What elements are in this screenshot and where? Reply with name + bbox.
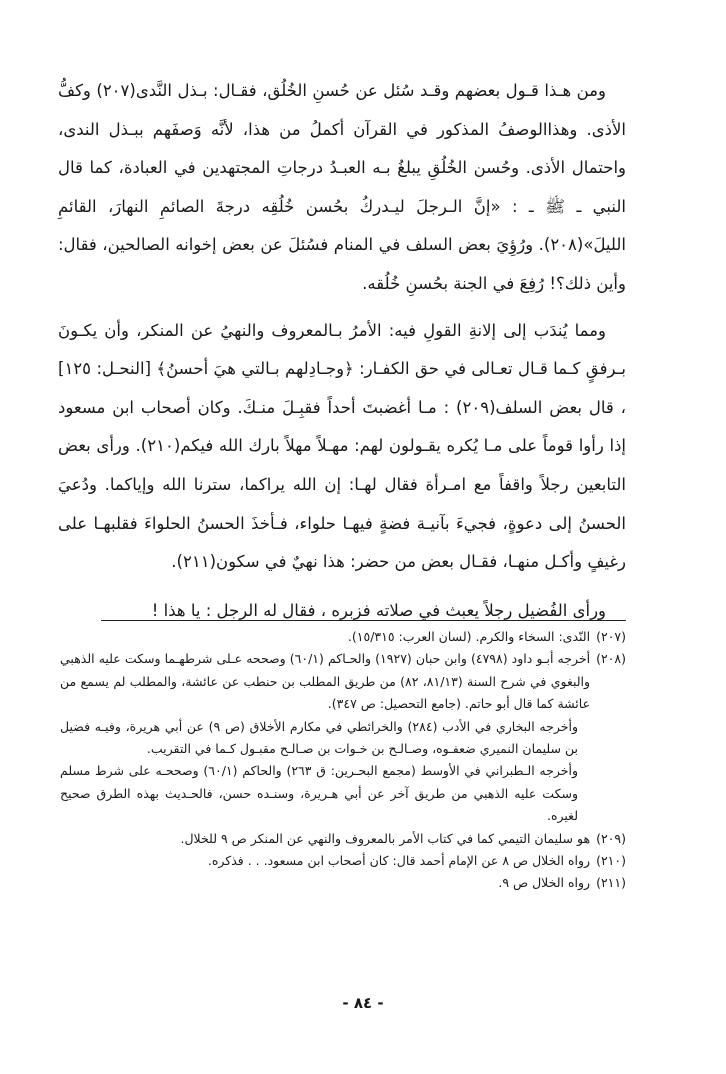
paragraph-good-character: ومن هـذا قـول بعضهم وقـد سُئل عن حُسنِ الخُلُق، فقـال: بـذل النَّدى(٢٠٧) وكفُّ الأذى. وهذاالوصفُ المذكور في القرآن أكملُ من هذا، لأنَّه وَصفَهم ببـذل الندى، واحتمال الأذى. وحُسن الخُلُقِ يبلغُ بـه العبـدُ درجاتِ المجتهدين في العبادة، كما قال النبي ـ ﷺ ـ : «إنَّ الـرجلَ ليـدركُ بحُسن خُلُقِه درجةَ الصائمِ النهارَ، القائمِ الليلَ»(٢٠٨). ورُؤِيَ بعض السلف في المنام فسُئلَ عن بعض إخوانه الصالحين، فقال: وأين ذلك؟! رُفِعَ في الجنة بحُسنِ خُلُقه.	[58, 81, 626, 293]
paragraph-fudayl: ورأى الفُضيل رجلاً يعبث في صلاته فزبره ، فقال له الرجل : يا هذا !	[151, 600, 606, 620]
footnote-207	[60, 626, 626, 648]
footnote-208	[60, 648, 626, 715]
footnote-text: رواه الخلال ص ٨ عن الإمام أحمد قال: كان أصحاب ابن مسعود. . . فذكره.	[207, 853, 591, 869]
footnote-number: (٢١١)	[596, 875, 626, 891]
footnote-number: (٢٠٧)	[596, 629, 626, 644]
footnote-number: (٢٠٨)	[596, 651, 626, 667]
page-number: - ٨٤ -	[342, 994, 384, 1012]
main-text	[58, 72, 626, 640]
footnote-text: هو سليمان التيمي كما في كتاب الأمر بالمعروف والنهي عن المنكر ص ٩ للخلال.	[180, 830, 591, 846]
footnote-text: النّدى: السخاء والكرم. (لسان العرب: ١٥/٣١٥).	[347, 629, 591, 644]
footnote-208-continuation-bukhari: وأخرجه البخاري في الأدب (٢٨٤) والخرائطي في مكارم الأخلاق (ص ٩) عن أبي هريرة، وفيـه فضيل بن سليمان النميري ضعفـوه، وصـالـح بن خـوات بن صـالـح مقبـول كـما في التقريب.	[60, 718, 578, 757]
footnote-number: (٢٠٩)	[596, 830, 626, 846]
paragraph-enjoining-good: ومما يُندَب إلى إلانةِ القولِ فيه: الأمرُ بـالمعروف والنهيُ عن المنكر، وأن يكـونَ بـرفقٍ كـما قـال تعـالى في حق الكفـار: ﴿وجـادِلهم بـالتي هيَ أحسنُ﴾ [النحـل: ١٢٥] ، قال بعض السلف(٢٠٩) : مـا أغضبتَ أحداً فقبِـلَ منـكَ. وكان أصحاب ابن مسعود إذا رأوا قوماً على مـا يُكره يقـولون لهم: مهـلاً مهلاً بارك الله فيكم(٢١٠). ورأى بعض التابعين رجلاً واقفاً مع امـرأة فقال لهـا: إن الله يراكما، سترنا الله وإياكما. ودُعيَ الحسنُ إلى دعوةٍ، فجيءَ بآنيـة فضةٍ فيهـا حلواء، فـأخذَ الحسنُ الحلواءَ فقلبهـا على رغيفٍ وأكـل منهـا، فقـال بعض من حضر: هذا نهيٌ في سكون(٢١١).	[58, 320, 627, 572]
footnote-209	[60, 828, 626, 850]
footnote-210	[60, 850, 626, 872]
footnote-211	[60, 872, 626, 894]
footnote-separator	[101, 620, 626, 621]
footnote-text: رواه الخلال ص ٩.	[498, 875, 591, 891]
footnote-208-continuation-tabarani: وأخرجه الـطبراني في الأوسط (مجمع البحـرين: ق ٢٦٣) والحاكم (٦٠/١) وصححـه على شرط مسلم وسكت عليه الذهبي من طريق آخر عن أبي هـريرة، وسنـده حسن، فالحـديث بهذه الطرق صحيح لغيره.	[60, 763, 578, 824]
footnote-number: (٢١٠)	[596, 853, 626, 869]
footnotes	[60, 626, 626, 895]
footnote-text: أخرجه أبـو داود (٤٧٩٨) وابن حبان (١٩٢٧) والحـاكم (٦٠/١) وصححه عـلى شرطهـما وسكت عليه الذهبي والبغوي في شرح السنة (٨١/١٣، ٨٢) من طريق المطلب بن حنطب عن عائشة، والمطلب لم يسمع من عائشة كما قال أبو حاتم. (جامع التحصيل: ص ٣٤٧).	[60, 651, 591, 712]
